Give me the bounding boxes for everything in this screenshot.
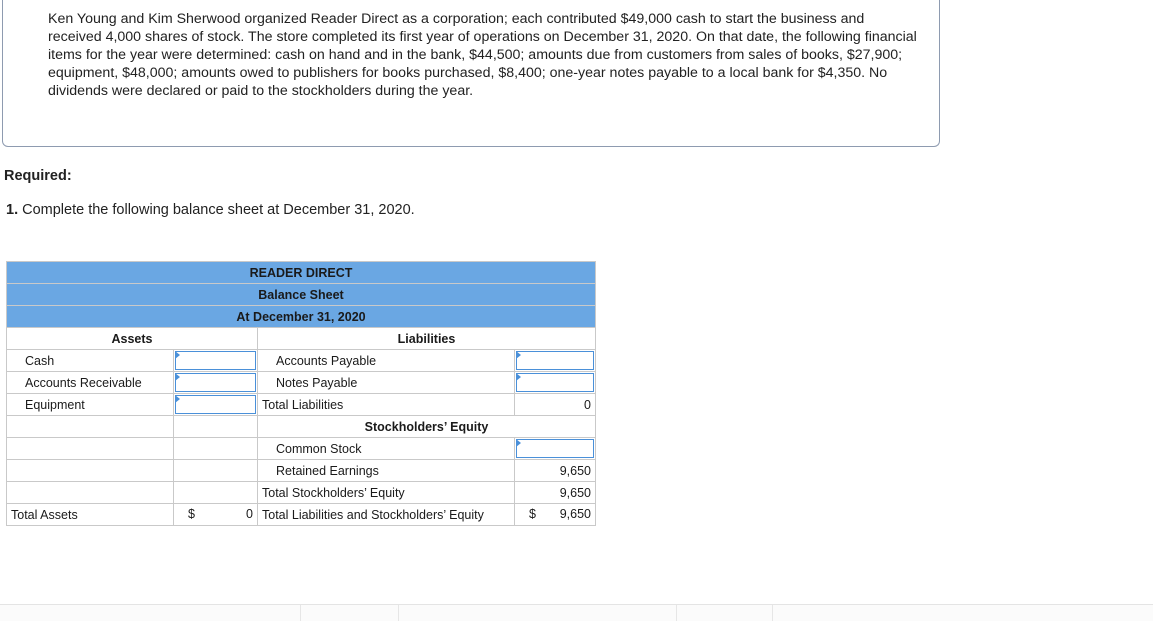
empty-cell <box>7 460 174 482</box>
notes-payable-input[interactable] <box>516 373 594 392</box>
empty-cell <box>7 416 174 438</box>
accounts-payable-input-cell <box>515 350 596 372</box>
total-assets-value: 0 <box>246 507 253 521</box>
statement-date: At December 31, 2020 <box>7 306 596 328</box>
problem-box <box>2 0 940 147</box>
total-liabilities-value: 0 <box>515 394 596 416</box>
cash-input-cell <box>174 350 258 372</box>
accounts-payable-input[interactable] <box>516 351 594 370</box>
total-equity-label: Total Stockholders’ Equity <box>258 482 515 504</box>
input-marker-icon <box>516 439 521 447</box>
total-assets-label: Total Assets <box>7 504 174 526</box>
accounts-receivable-input[interactable] <box>175 373 256 392</box>
currency-symbol: $ <box>188 507 195 521</box>
input-marker-icon <box>175 395 180 403</box>
problem-text: Ken Young and Kim Sherwood organized Reader Direct as a corporation; each contributed $49,000 cash to start the business and received 4,000 shares of stock. The store completed its first year of operations on December 31, 2020. On that date, the following financial items for the year were determined: cash on hand and in the bank, $44,500; amounts due from customers from sales of books, $27,900; equipment, $48,000; amounts owed to publishers for books purchased, $8,400; one-year notes payable to a local bank for $4,350. No dividends were declared or paid to the stockholders during the year. <box>48 11 917 99</box>
equity-header: Stockholders’ Equity <box>258 416 596 438</box>
liabilities-header: Liabilities <box>258 328 596 350</box>
accounts-receivable-input-cell <box>174 372 258 394</box>
equipment-input-cell <box>174 394 258 416</box>
empty-cell <box>7 482 174 504</box>
divider <box>676 605 677 621</box>
common-stock-input[interactable] <box>516 439 594 458</box>
input-marker-icon <box>516 373 521 381</box>
total-assets-cell <box>174 504 258 526</box>
total-liabilities-label: Total Liabilities <box>258 394 515 416</box>
currency-symbol: $ <box>529 507 536 521</box>
notes-payable-label: Notes Payable <box>258 372 515 394</box>
question-number: 1. <box>6 202 19 218</box>
retained-earnings-value: 9,650 <box>515 460 596 482</box>
input-marker-icon <box>175 351 180 359</box>
input-marker-icon <box>175 373 180 381</box>
input-marker-icon <box>516 351 521 359</box>
divider <box>300 605 301 621</box>
assets-header: Assets <box>7 328 258 350</box>
total-equity-value: 9,650 <box>515 482 596 504</box>
statement-title: Balance Sheet <box>7 284 596 306</box>
balance-sheet-table <box>6 261 596 526</box>
equipment-label: Equipment <box>7 394 174 416</box>
common-stock-label: Common Stock <box>258 438 515 460</box>
empty-cell <box>174 460 258 482</box>
cash-input[interactable] <box>175 351 256 370</box>
bottom-toolbar-strip <box>0 604 1153 621</box>
total-le-value: 9,650 <box>559 507 591 521</box>
retained-earnings-label: Retained Earnings <box>258 460 515 482</box>
accounts-payable-label: Accounts Payable <box>258 350 515 372</box>
notes-payable-input-cell <box>515 372 596 394</box>
empty-cell <box>174 416 258 438</box>
required-label: Required: <box>4 168 72 184</box>
divider <box>398 605 399 621</box>
company-name: READER DIRECT <box>7 262 596 284</box>
total-le-label: Total Liabilities and Stockholders’ Equity <box>258 504 515 526</box>
accounts-receivable-label: Accounts Receivable <box>7 372 174 394</box>
equipment-input[interactable] <box>175 395 256 414</box>
empty-cell <box>7 438 174 460</box>
empty-cell <box>174 482 258 504</box>
question-text: Complete the following balance sheet at December 31, 2020. <box>22 202 415 218</box>
question <box>6 202 415 218</box>
common-stock-input-cell <box>515 438 596 460</box>
total-le-cell <box>515 504 596 526</box>
divider <box>772 605 773 621</box>
cash-label: Cash <box>7 350 174 372</box>
empty-cell <box>174 438 258 460</box>
